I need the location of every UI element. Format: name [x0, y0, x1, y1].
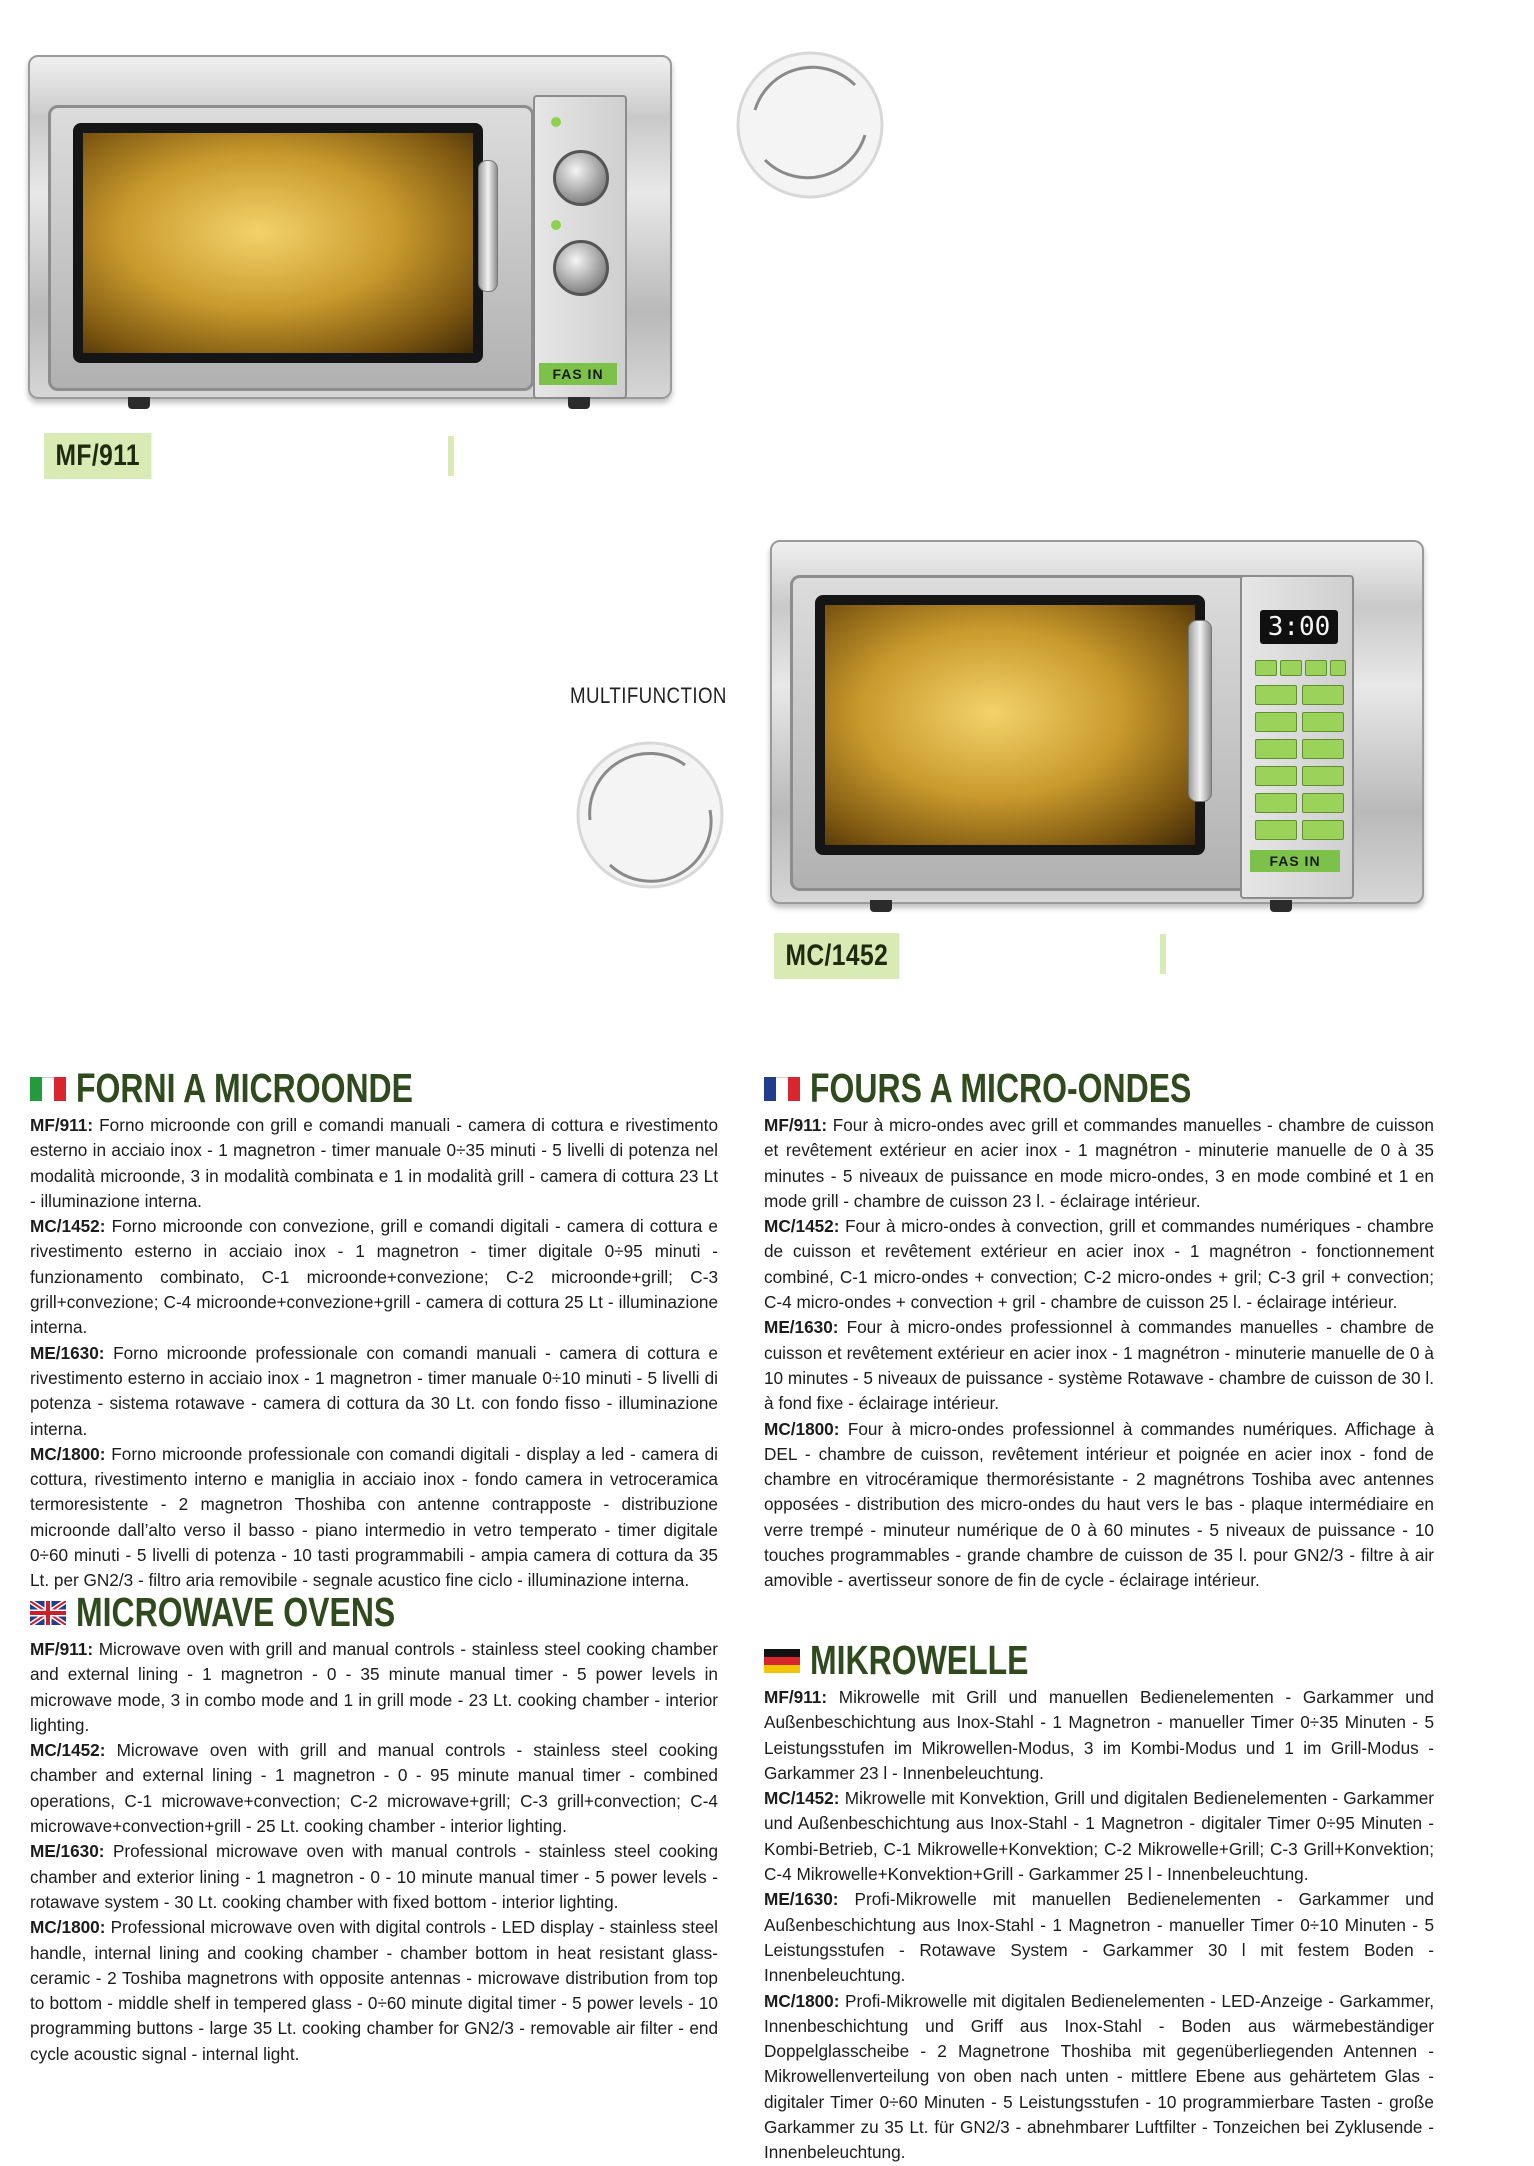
indicator-light [551, 117, 561, 127]
time-display: 3:00 [1260, 610, 1338, 644]
control-button [1255, 739, 1297, 759]
control-button [1280, 660, 1302, 676]
product-description: MC/1800: Profi-Mikrowelle mit digitalen Bedienelementen - LED-Anzeige - Garkammer, Innenbeschichtung und Griff aus Inox-Stahl - Boden aus wärmebeständiger Doppelglasscheibe - 2 Magnetrone Thoshiba mit gegenüberliegenden Antennen - Mikrowellenverteilung von oben nach unten - mittlere Ebene aus gehärtetem Glas - digitaler Timer 0÷60 Minuten - 5 Leistungsstufen - 10 programmierbare Tasten - große Garkammer zu 35 Lt. für GN2/3 - abnehmbarer Luftfilter - Tonzeichen bei Zyklusende - Innenbeleuchtung. [764, 1990, 1435, 2163]
control-button [1255, 660, 1277, 676]
product-description: ME/1630: Four à micro-ondes professionnel à commandes manuelles - chambre de cuisson et revêtement extérieur en acier inox - 1 magnétron - minuterie manuelle de 0 à 10 minutes - 5 niveaux de puissance - système Rotawave - chambre de cuisson de 30 l. à fond fixe - éclairage intérieur. [764, 1317, 1435, 1414]
product-description: MC/1452: Microwave oven with grill and manual controls - stainless steel cooking chamber and external lining - 1 magnetron - 0 - 95 minute manual timer - combined operations, C-1 microwave+convection; C-2 microwave+grill; C-3 grill+convection; C-4 microwave+convection+grill - 25 Lt. cooking chamber - interior lighting. [30, 1740, 718, 1837]
product-description: ME/1630: Professional microwave oven with manual controls - stainless steel cooking chamber and exterior lining - 1 magnetron - 0 - 10 minute manual timer - 5 power levels - rotawave system - 30 Lt. cooking chamber with fixed bottom - interior lighting. [30, 1841, 718, 1912]
product-image-mc1452 [770, 520, 1430, 920]
french-flag-icon [764, 1077, 800, 1101]
control-button [1302, 685, 1344, 705]
section-title: FOURS A MICRO-ONDES [810, 1065, 1192, 1111]
rotation-circle-icon [565, 730, 735, 900]
control-button [1255, 685, 1297, 705]
oven-foot [1270, 900, 1292, 912]
italian-flag-icon [30, 1077, 66, 1101]
oven-foot [128, 397, 150, 409]
control-button [1330, 660, 1346, 676]
oven-window [815, 595, 1205, 855]
control-button [1302, 820, 1344, 840]
control-button [1302, 793, 1344, 813]
multifunction-badge: MULTIFUNCTION [570, 683, 727, 708]
product-description: MC/1800: Forno microonde professionale con comandi digitali - display a led - camera di cottura, rivestimento interno e maniglia in acciaio inox - fondo camera in vetroceramica termoresistente - 2 magnetron Thoshiba con antenne contrapposte - distribuzione microonde dall’alto verso il basso - piano intermedio in vetro temperato - timer digitale 0÷60 minuti - 5 livelli di potenza - 10 tasti programmabili - ampia camera di cottura da 35 Lt. per GN2/3 - filtro aria removibile - segnale acustico fine ciclo - illuminazione interna. [30, 1443, 718, 1591]
product-description: MC/1452: Forno microonde con convezione, grill e comandi digitali - camera di cottura e rivestimento esterno in acciaio inox - 1 magnetron - timer digitale 0÷95 minuti - funzionamento combinato, C-1 microonde+convezione; C-2 microonde+grill; C-3 grill+convezione; C-4 microonde+convezione+grill - camera di cottura 25 Lt - illuminazione interna. [30, 1216, 718, 1338]
product-description: MC/1800: Four à micro-ondes professionnel à commandes numériques. Affichage à DEL - chambre de cuisson, revêtement intérieur et poignée en acier inox - fond de chambre en vitrocéramique thermorésistante - 2 magnétrons Toshiba avec antennes opposées - distribution des micro-ondes du haut vers le bas - plaque intermédiaire en verre trempé - minuteur numérique de 0 à 60 minutes - 5 niveaux de puissance - 10 touches programmables - grande chambre de cuisson de 35 l. pour GN2/3 - filtre à air amovible - avertisseur sonore de fin de cycle - éclairage intérieur. [764, 1418, 1435, 1591]
product-description: MC/1452: Mikrowelle mit Konvektion, Grill und digitalen Bedienelementen - Garkammer und Außenbeschichtung aus Inox-Stahl - 1 Magnetron - digitaler Timer 0÷95 Minuten - Kombi-Betrieb, C-1 Mikrowelle+Konvektion; C-2 Mikrowelle+Grill; C-3 Grill+Konvektion; C-4 Mikrowelle+Konvektion+Grill - Garkammer 25 l - Innenbeleuchtung. [764, 1788, 1434, 1885]
door-handle [1188, 620, 1212, 802]
brand-logo: FAS IN [1250, 850, 1340, 872]
product-image-mf911 [28, 35, 696, 415]
product-description: ME/1630: Forno microonde professionale con comandi manuali - camera di cottura e rivestimento esterno in acciaio inox - 1 magnetron - timer manuale 0÷10 minuti - 5 livelli di potenza - sistema rotawave - camera di cottura da 30 Lt. con fondo fisso - illuminazione interna. [30, 1342, 718, 1439]
section-italian [30, 1065, 719, 1594]
control-button [1255, 712, 1297, 732]
door-handle [478, 160, 498, 292]
brand-logo: FAS IN [539, 363, 617, 385]
product-description: MF/911: Four à micro-ondes avec grill et commandes manuelles - chambre de cuisson et revêtement extérieur en acier inox - 1 magnétron - minuterie manuelle de 0 à 35 minutes - 5 niveaux de puissance en mode micro-ondes, 3 en mode combiné et 1 en mode grill - chambre de cuisson 23 l. - éclairage intérieur. [764, 1115, 1434, 1211]
control-button [1255, 820, 1297, 840]
product-description: MF/911: Forno microonde con grill e comandi manuali - camera di cottura e rivestimento esterno in acciaio inox - 1 magnetron - timer manuale 0÷35 minuti - 5 livelli di potenza nel modalità microonde, 3 in modalità combinata e 1 in modalità grill - camera di cottura 23 Lt - illuminazione interna. [30, 1115, 719, 1211]
uk-flag-icon [30, 1601, 66, 1625]
accent-bar [1160, 934, 1166, 974]
section-title: MICROWAVE OVENS [76, 1589, 396, 1635]
product-description: ME/1630: Profi-Mikrowelle mit manuellen Bedienelementen - Garkammer und Außenbeschichtung aus Inox-Stahl - 1 Magnetron - manueller Timer 0÷10 Minuten - 5 Leistungsstufen - Rotawave System - Garkammer 30 l mit festem Boden - Innenbeleuchtung. [764, 1889, 1434, 1986]
section-english [30, 1589, 719, 2067]
german-flag-icon [764, 1649, 800, 1673]
control-button [1302, 766, 1344, 786]
oven-foot [568, 397, 590, 409]
product-label-mc1452: MC/1452 [774, 933, 900, 979]
control-button [1255, 766, 1297, 786]
product-description: MC/1452: Four à micro-ondes à convection, grill et commandes numériques - chambre de cuisson et revêtement extérieur en acier inox - 1 magnétron - fonctionnement combiné, C-1 micro-ondes + convection; C-2 micro-ondes + gril; C-3 gril + convection; C-4 micro-ondes + convection + gril - chambre de cuisson 25 l. - éclairage intérieur. [764, 1216, 1434, 1313]
product-description: MF/911: Microwave oven with grill and manual controls - stainless steel cooking chamber and external lining - 1 magnetron - 0 - 35 minute manual timer - 5 power levels in microwave mode, 3 in combo mode and 1 in grill mode - 23 Lt. cooking chamber - interior lighting. [30, 1639, 718, 1735]
indicator-light [551, 220, 561, 230]
product-description: MC/1800: Professional microwave oven with digital controls - LED display - stainless steel handle, internal lining and cooking chamber - chamber bottom in heat resistant glass-ceramic - 2 Toshiba magnetrons with opposite antennas - microwave distribution from top to bottom - middle shelf in tempered glass - 0÷60 minute digital timer - 5 power levels - 10 programming buttons - large 35 Lt. cooking chamber for GN2/3 - removable air filter - end cycle acoustic signal - internal light. [30, 1917, 719, 2064]
section-title: FORNI A MICROONDE [76, 1065, 413, 1111]
section-german [764, 1637, 1435, 2166]
control-button [1255, 793, 1297, 813]
product-label-mf911: MF/911 [44, 433, 151, 479]
power-knob [553, 150, 609, 206]
product-description: MF/911: Mikrowelle mit Grill und manuellen Bedienelementen - Garkammer und Außenbeschichtung aus Inox-Stahl - 1 Magnetron - manueller Timer 0÷35 Minuten - 5 Leistungsstufen im Mikrowellen-Modus, 3 im Kombi-Modus und 1 im Grill-Modus - Garkammer 23 l - Innenbeleuchtung. [764, 1687, 1434, 1783]
control-button [1305, 660, 1327, 676]
oven-foot [870, 900, 892, 912]
timer-knob [553, 240, 609, 296]
section-french [764, 1065, 1435, 1594]
section-title: MIKROWELLE [810, 1637, 1029, 1683]
control-button [1302, 712, 1344, 732]
accent-bar [448, 436, 454, 476]
rotation-circle-icon [725, 40, 895, 210]
control-button [1302, 739, 1344, 759]
oven-window [73, 123, 483, 363]
